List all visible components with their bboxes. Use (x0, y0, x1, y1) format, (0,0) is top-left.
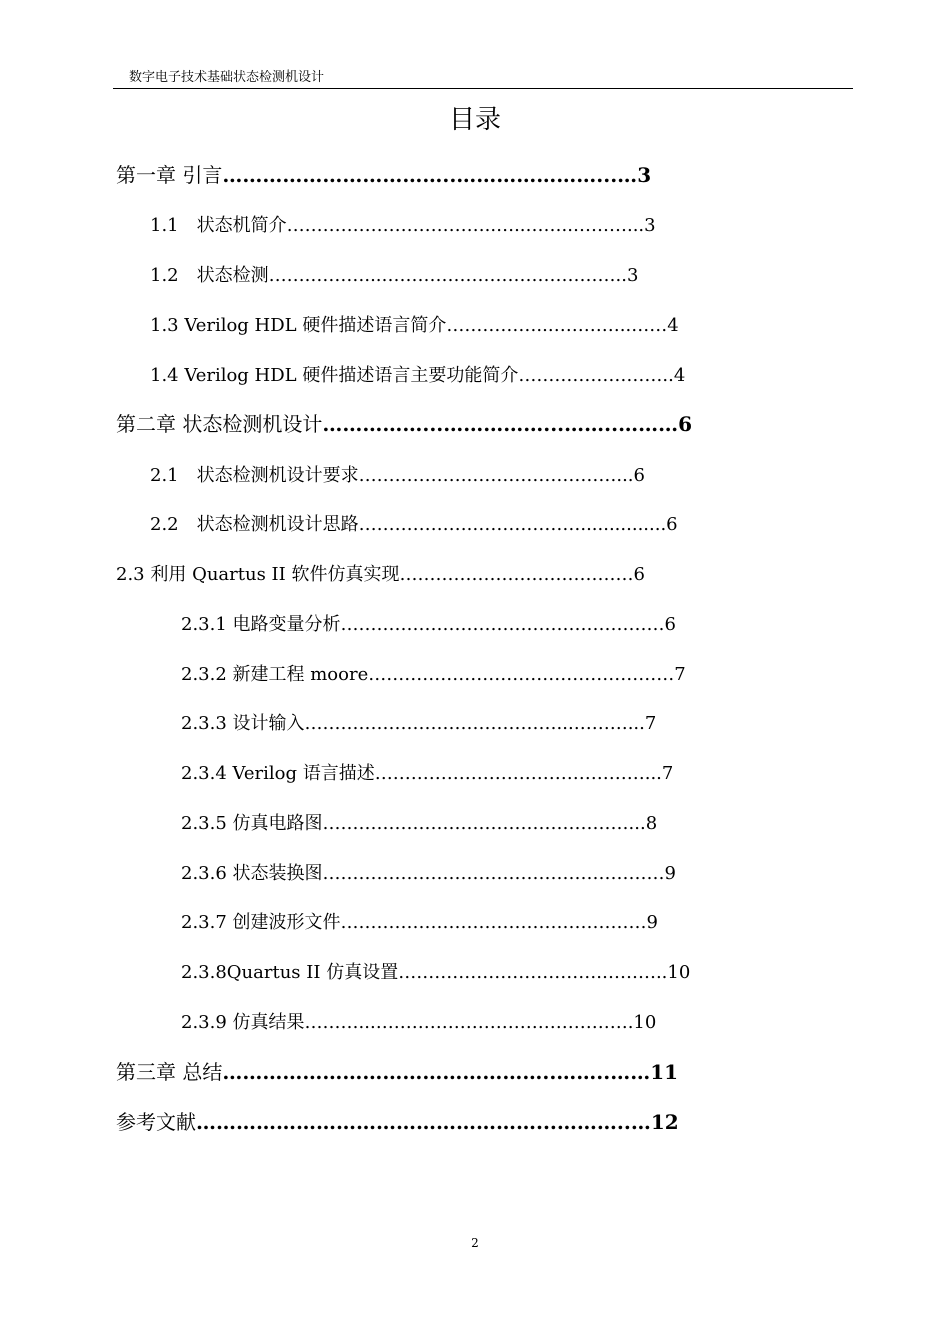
toc-entry-text: 2.3.8Quartus II 仿真设置 (181, 962, 399, 983)
toc-entry-2-2[interactable] (150, 512, 790, 538)
toc-entry-leader: ……………...……………...……..……… (322, 412, 679, 436)
toc-entry-text: 2.3.6 状态装换图 (181, 863, 323, 884)
toc-entry-text: 第二章 状态检测机设计 (116, 412, 323, 436)
toc-entry-text: 1.1 状态机简介 (150, 215, 287, 236)
toc-entry-text: 2.3.7 创建波形文件 (181, 912, 341, 933)
toc-entry-text: 2.3.3 设计输入 (181, 713, 305, 734)
page-header (113, 68, 853, 89)
toc-entry-page: 9 (646, 912, 658, 933)
toc-entry-leader: …………………….. (518, 365, 674, 386)
toc-entry-text: 2.3.4 Verilog 语言描述 (181, 763, 375, 784)
toc-entry-leader: ……………………………………………...………..… (196, 1110, 651, 1134)
toc-entry-page: 7 (644, 713, 657, 734)
toc-entry-page: 3 (626, 265, 639, 286)
toc-entry-2-1[interactable] (150, 463, 790, 489)
toc-entry-page: 6 (666, 514, 678, 535)
toc-entry-2-3-5[interactable] (181, 811, 801, 837)
toc-entry-leader: …………………………….……….. (398, 962, 668, 983)
toc-entry-leader: ……………………………..…..……..………... (286, 215, 645, 236)
toc-entry-text: 2.3 利用 Quartus II 软件仿真实现 (116, 564, 400, 585)
toc-entry-leader: ………...……………………………………. (304, 1012, 634, 1033)
toc-entry-1-4[interactable] (150, 363, 790, 389)
toc-entry-2-3-4[interactable] (181, 761, 801, 787)
toc-entry-2-3-9[interactable] (181, 1010, 801, 1036)
toc-entry-text: 2.3.9 仿真结果 (181, 1012, 305, 1033)
toc-entry-page: 10 (667, 962, 691, 983)
toc-entry-text: 1.3 Verilog HDL 硬件描述语言简介 (150, 315, 447, 336)
toc-entry-1-2[interactable] (150, 263, 790, 289)
toc-entry-1-3[interactable] (150, 313, 790, 339)
toc-entry-page: 7 (661, 763, 674, 784)
toc-entry-page: 4 (667, 315, 679, 336)
toc-entry-leader: ……………………………..…………………...… (222, 163, 638, 187)
toc-entry-page: 6 (678, 412, 692, 436)
toc-entry-leader: ……………………………………...………... (304, 713, 645, 734)
toc-entry-page: 6 (633, 564, 645, 585)
toc-entry-leader: …………………………………………… (340, 912, 647, 933)
toc-entry-leader: ……………….………………............... (358, 514, 667, 535)
toc-entry-text: 参考文献 (116, 1110, 196, 1134)
toc-entry-chapter-1[interactable] (116, 162, 806, 188)
toc-entry-text: 2.1 状态检测机设计要求 (150, 465, 359, 486)
page-number: 2 (471, 1236, 479, 1250)
toc-entry-leader: ……………..…………..…… (446, 315, 668, 336)
toc-entry-text: 2.3.1 电路变量分析 (181, 614, 341, 635)
toc-entry-page: 3 (637, 163, 652, 187)
toc-entry-leader: ……………………………………………… (340, 614, 665, 635)
toc-entry-leader: ………………………………………………… (322, 863, 665, 884)
toc-entry-text: 2.2 状态检测机设计思路 (150, 514, 359, 535)
toc-entry-leader: …………………………………………..……..…… (222, 1060, 651, 1084)
toc-entry-2-3-2[interactable] (181, 662, 801, 688)
toc-entry-2-3[interactable] (116, 562, 756, 588)
toc-entry-text: 第三章 总结 (116, 1060, 223, 1084)
toc-entry-leader: …….………...………………………………….. (268, 265, 627, 286)
header-title: 数字电子技术基础状态检测机设计 (129, 70, 325, 85)
toc-entry-text: 2.3.2 新建工程 moore (181, 664, 369, 685)
toc-entry-page: 6 (633, 465, 645, 486)
toc-entry-page: 10 (633, 1012, 657, 1033)
toc-entry-leader: ……………………………………………... (322, 813, 646, 834)
toc-entry-leader: ………………………………………... (374, 763, 662, 784)
toc-entry-text: 1.4 Verilog HDL 硬件描述语言主要功能简介 (150, 365, 519, 386)
toc-entry-text: 1.2 状态检测 (150, 265, 269, 286)
toc-entry-page: 4 (673, 365, 686, 386)
toc-entry-leader: ……………….……………………... (358, 465, 634, 486)
toc-entry-page: 9 (664, 863, 676, 884)
toc-entry-2-3-3[interactable] (181, 711, 801, 737)
toc-entry-text: 2.3.5 仿真电路图 (181, 813, 323, 834)
toc-entry-page: 12 (650, 1110, 679, 1134)
toc-entry-references[interactable] (116, 1109, 816, 1135)
toc-entry-page: 11 (650, 1060, 679, 1084)
toc-entry-chapter-2[interactable] (116, 411, 806, 437)
toc-entry-2-3-8[interactable] (181, 960, 801, 986)
toc-entry-page: 6 (664, 614, 676, 635)
toc-entry-1-1[interactable] (150, 213, 790, 239)
toc-entry-leader: …………………………………………… (368, 664, 675, 685)
toc-entry-page: 7 (674, 664, 686, 685)
toc-entry-2-3-1[interactable] (181, 612, 801, 638)
toc-entry-leader: ………………………………… (399, 564, 634, 585)
toc-entry-page: 3 (644, 215, 656, 236)
toc-entry-text: 第一章 引言 (116, 163, 223, 187)
toc-entry-2-3-7[interactable] (181, 910, 801, 936)
toc-entry-2-3-6[interactable] (181, 861, 801, 887)
toc-entry-page: 8 (645, 813, 658, 834)
toc-title: 目录 (448, 105, 501, 135)
toc-entry-chapter-3[interactable] (116, 1059, 806, 1085)
